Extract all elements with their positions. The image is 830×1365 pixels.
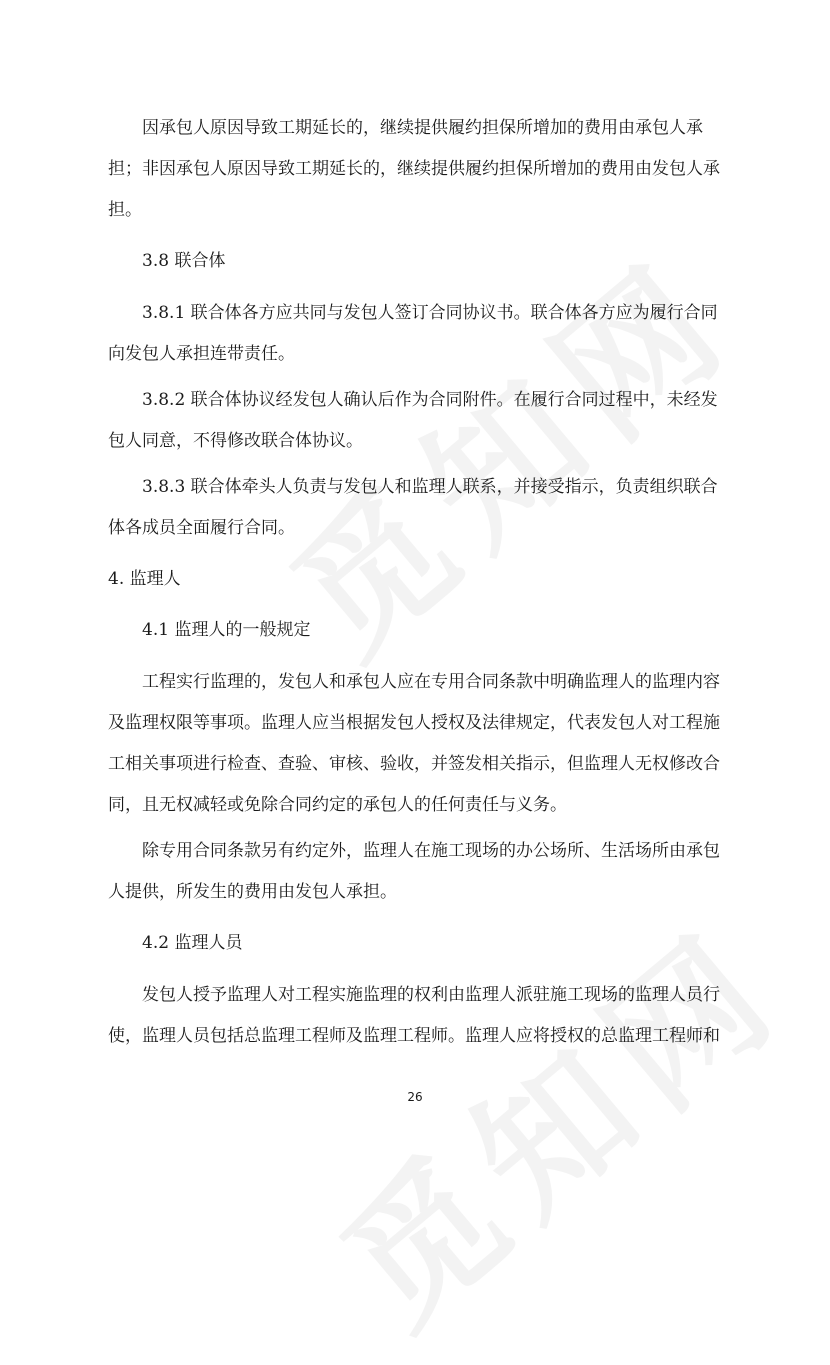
text-line: 工程实行监理的，发包人和承包人应在专用合同条款中明确监理人的监理内容 bbox=[142, 672, 720, 692]
text-line: 3.8 联合体 bbox=[142, 251, 226, 271]
text-line: 体各成员全面履行合同。 bbox=[108, 518, 295, 538]
text-line: 工相关事项进行检查、查验、审核、验收，并签发相关指示，但监理人无权修改合 bbox=[108, 754, 720, 774]
text-line: 发包人授予监理人对工程实施监理的权利由监理人派驻施工现场的监理人员行 bbox=[142, 985, 720, 1005]
text-line: 包人同意，不得修改联合体协议。 bbox=[108, 431, 363, 451]
page-number: 26 bbox=[407, 1090, 423, 1104]
text-line: 因承包人原因导致工期延长的，继续提供履约担保所增加的费用由承包人承 bbox=[142, 118, 703, 138]
text-line: 3.8.3 联合体牵头人负责与发包人和监理人联系，并接受指示，负责组织联合 bbox=[142, 477, 718, 497]
text-line: 人提供，所发生的费用由发包人承担。 bbox=[108, 882, 397, 902]
text-line: 3.8.1 联合体各方应共同与发包人签订合同协议书。联合体各方应为履行合同 bbox=[142, 303, 718, 323]
text-line: 使，监理人员包括总监理工程师及监理工程师。监理人应将授权的总监理工程师和 bbox=[108, 1026, 720, 1046]
text-line: 4. 监理人 bbox=[108, 569, 181, 589]
text-line: 担。 bbox=[108, 200, 142, 220]
text-line: 4.2 监理人员 bbox=[142, 933, 243, 953]
text-line: 3.8.2 联合体协议经发包人确认后作为合同附件。在履行合同过程中，未经发 bbox=[142, 390, 718, 410]
text-line: 同，且无权减轻或免除合同约定的承包人的任何责任与义务。 bbox=[108, 795, 567, 815]
text-line: 除专用合同条款另有约定外，监理人在施工现场的办公场所、生活场所由承包 bbox=[142, 841, 720, 861]
watermark bbox=[290, 871, 820, 1364]
text-line: 向发包人承担连带责任。 bbox=[108, 344, 295, 364]
text-line: 担；非因承包人原因导致工期延长的，继续提供履约担保所增加的费用由发包人承 bbox=[108, 159, 720, 179]
text-line: 4.1 监理人的一般规定 bbox=[142, 620, 311, 640]
text-line: 及监理权限等事项。监理人应当根据发包人授权及法律规定，代表发包人对工程施 bbox=[108, 713, 720, 733]
